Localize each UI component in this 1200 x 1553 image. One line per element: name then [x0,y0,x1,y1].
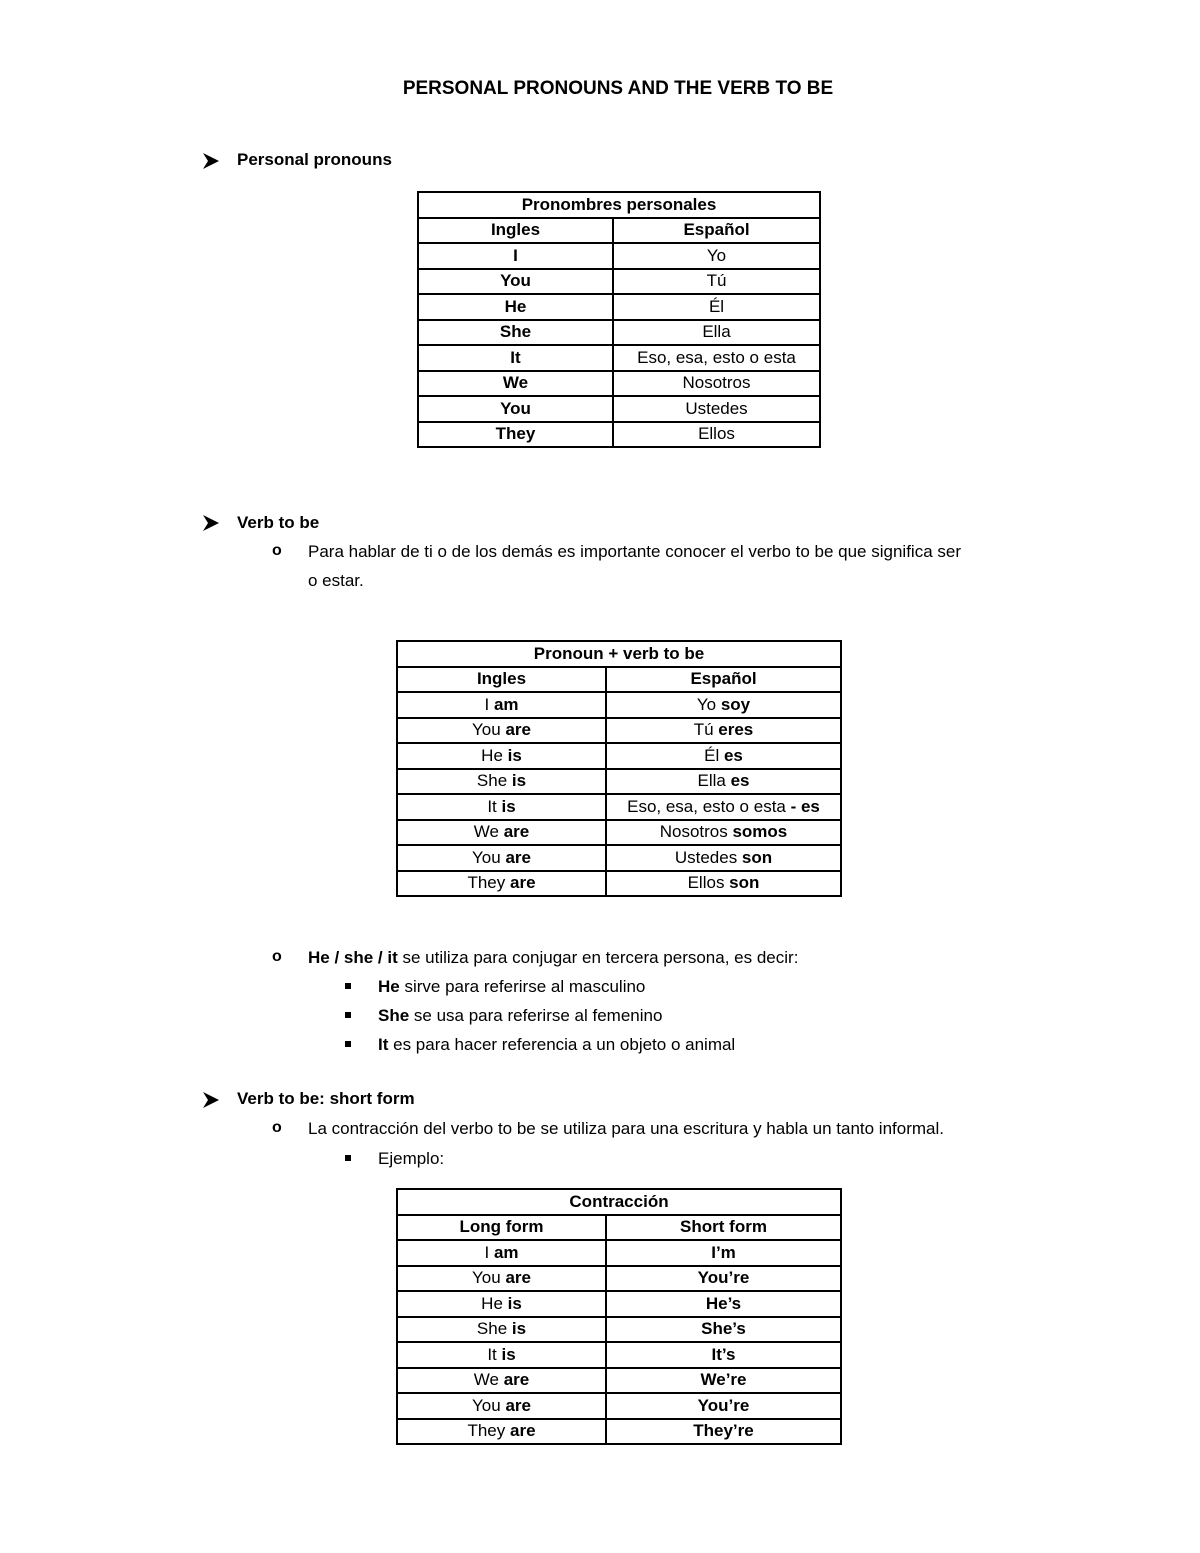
cell-plain-text: Ellos [687,873,730,893]
table-row [397,743,841,769]
cell-plain-text: Tú [693,720,719,740]
cell-bold-text: is [507,745,522,765]
cell-bold-text: are [510,873,536,893]
example-label: Ejemplo: [378,1149,445,1168]
table-cell [397,820,606,846]
cell-plain-text: I [484,1242,494,1262]
table-row [397,769,841,795]
table-caption: Pronoun + verb to be [397,641,841,667]
table-cell: We’re [606,1368,841,1394]
cell-bold-text: are [505,1268,531,1288]
table-cell [397,743,606,769]
table-cell [397,1291,606,1317]
table-row [397,845,841,871]
pronouns-table [417,191,821,448]
bold-term: It [378,1035,389,1054]
table-cell: It [418,345,613,371]
contraction-text: La contracción del verbo to be se utiliza para una escritura y habla un tanto informal. [308,1119,944,1138]
cell-bold-text: are [503,822,530,842]
table-cell: You’re [606,1393,841,1419]
table-row [397,718,841,744]
cell-plain-text: Ustedes [674,847,742,867]
document-title: PERSONAL PRONOUNS AND THE VERB TO BE [402,78,834,99]
table-row [397,692,841,718]
table-row [397,1291,841,1317]
cell-bold-text: soy [720,694,751,714]
cell-plain-text: She [476,1319,512,1339]
intro-text-line-1: Para hablar de ti o de los demás es importante conocer el verbo to be que significa ser [308,542,961,561]
table-row [397,1240,841,1266]
cell-plain-text: It [487,796,502,816]
cell-plain-text: We [473,822,504,842]
arrowhead-bullet-icon [202,1091,220,1109]
table-cell: Ustedes [613,396,820,422]
table-caption: Pronombres personales [418,192,820,218]
table-header: Español [606,667,841,693]
table-cell: You [418,396,613,422]
table-cell: Yo [613,243,820,269]
cell-bold-text: son [741,847,773,867]
table-cell: I’m [606,1240,841,1266]
table-cell [397,769,606,795]
cell-plain-text: Nosotros [659,822,733,842]
intro-text-line-2: o estar. [308,571,364,590]
cell-plain-text: You [472,847,506,867]
table-cell: It’s [606,1342,841,1368]
cell-bold-text: son [729,873,760,893]
table-caption: Contracción [397,1189,841,1215]
cell-plain-text: You [472,1268,506,1288]
cell-plain-text: It [487,1344,502,1364]
cell-bold-text: are [505,1395,531,1415]
table-row [397,1266,841,1292]
table-row [418,345,820,371]
table-cell [606,794,841,820]
table-cell: He [418,294,613,320]
cell-bold-text: is [501,796,516,816]
circle-bullet: o [272,948,282,965]
table-cell: He’s [606,1291,841,1317]
section-heading-verb-to-be: Verb to be [237,513,320,532]
table-header: Ingles [418,218,613,244]
square-bullet-icon [345,1041,351,1047]
cell-plain-text: Él [704,745,724,765]
table-cell [397,871,606,897]
arrowhead-bullet-icon [202,152,220,170]
table-cell [397,692,606,718]
table-row [418,320,820,346]
table-cell: Tú [613,269,820,295]
table-row [418,269,820,295]
cell-plain-text: They [467,873,510,893]
table-cell [606,871,841,897]
third-person-text [308,943,798,972]
circle-bullet: o [272,1119,282,1136]
cell-plain-text: She [476,771,512,791]
table-cell: They’re [606,1419,841,1445]
table-cell: You [418,269,613,295]
cell-plain-text: I [484,694,494,714]
table-row [397,1368,841,1394]
cell-bold-text: am [493,1242,519,1262]
cell-plain-text: They [467,1421,510,1441]
table-cell [397,718,606,744]
cell-bold-text: is [501,1344,516,1364]
section-heading-short-form: Verb to be: short form [237,1089,415,1108]
contraction-table [396,1188,842,1445]
plain-text: es para hacer referencia a un objeto o animal [388,1035,736,1054]
table-cell [606,718,841,744]
section-heading-personal-pronouns: Personal pronouns [237,150,392,169]
cell-bold-text: am [493,694,519,714]
table-row [397,871,841,897]
table-row [418,396,820,422]
table-cell [397,794,606,820]
plain-text: se utiliza para conjugar en tercera persona, es decir: [397,948,799,967]
cell-bold-text: - es [790,796,820,816]
table-cell [397,1240,606,1266]
bold-term: He / she / it [308,948,398,967]
table-cell [606,769,841,795]
table-cell [397,1419,606,1445]
cell-plain-text: Ella [697,771,731,791]
table-header: Español [613,218,820,244]
square-bullet-icon [345,1155,351,1161]
list-item [378,1001,662,1030]
table-cell: You’re [606,1266,841,1292]
square-bullet-icon [345,983,351,989]
table-cell [397,1317,606,1343]
table-cell [397,1368,606,1394]
table-row [418,243,820,269]
table-cell [397,1342,606,1368]
table-row [397,820,841,846]
bold-term: He [378,977,400,996]
plain-text: se usa para referirse al femenino [409,1006,663,1025]
cell-bold-text: es [730,771,750,791]
table-row [397,1342,841,1368]
table-cell [606,820,841,846]
table-cell [606,692,841,718]
table-cell: Ella [613,320,820,346]
table-cell: Él [613,294,820,320]
cell-bold-text: is [511,1319,527,1339]
table-row [418,294,820,320]
cell-bold-text: are [503,1370,530,1390]
table-row [397,1393,841,1419]
list-item [378,1030,735,1059]
plain-text: sirve para referirse al masculino [399,977,646,996]
table-cell: Ellos [613,422,820,448]
table-row [397,1317,841,1343]
table-cell [606,743,841,769]
cell-plain-text: We [473,1370,504,1390]
circle-bullet: o [272,542,282,559]
table-row [418,371,820,397]
cell-bold-text: is [511,771,527,791]
table-header: Short form [606,1215,841,1241]
cell-plain-text: You [472,720,506,740]
arrowhead-bullet-icon [202,514,220,532]
table-cell: She [418,320,613,346]
cell-bold-text: are [505,847,531,867]
table-cell: She’s [606,1317,841,1343]
table-row [418,422,820,448]
bold-term: She [378,1006,410,1025]
table-cell [606,845,841,871]
cell-plain-text: You [472,1395,506,1415]
list-item [378,972,645,1001]
cell-plain-text: Yo [696,694,721,714]
pronoun-verb-table [396,640,842,897]
table-cell [397,845,606,871]
cell-bold-text: are [505,720,531,740]
cell-bold-text: somos [732,822,788,842]
table-row [397,794,841,820]
table-cell: Eso, esa, esto o esta [613,345,820,371]
cell-bold-text: is [507,1293,522,1313]
cell-bold-text: eres [718,720,754,740]
cell-bold-text: es [723,745,743,765]
table-cell: We [418,371,613,397]
table-header: Ingles [397,667,606,693]
table-cell: They [418,422,613,448]
table-cell [397,1266,606,1292]
table-cell [397,1393,606,1419]
cell-plain-text: Eso, esa, esto o esta [627,796,791,816]
cell-bold-text: are [510,1421,536,1441]
square-bullet-icon [345,1012,351,1018]
cell-plain-text: He [481,1293,508,1313]
cell-plain-text: He [481,745,508,765]
table-cell: Nosotros [613,371,820,397]
table-cell: I [418,243,613,269]
table-header: Long form [397,1215,606,1241]
table-row [397,1419,841,1445]
